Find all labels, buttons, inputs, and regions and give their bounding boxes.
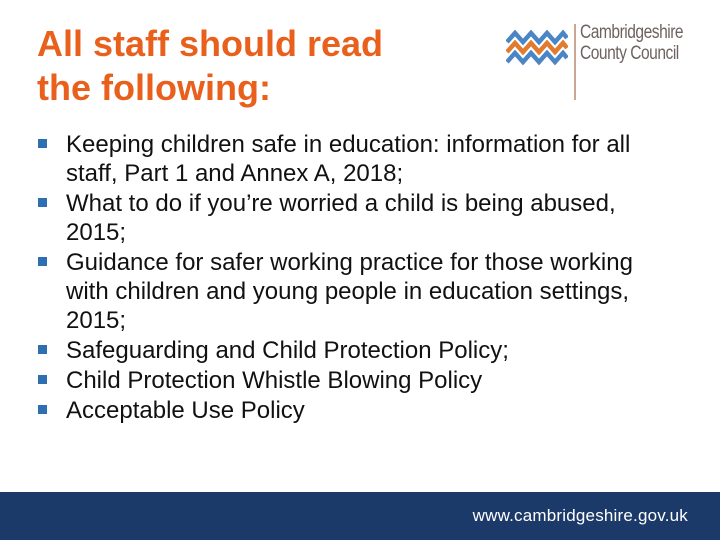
list-item-text: Acceptable Use Policy	[66, 397, 305, 424]
square-bullet-icon	[38, 198, 47, 207]
logo-line-2: County Council	[580, 43, 679, 64]
list-item	[38, 396, 678, 425]
list-item	[38, 189, 678, 247]
list-item	[38, 248, 678, 335]
square-bullet-icon	[38, 405, 47, 414]
logo-wordmark	[580, 22, 683, 64]
list-item	[38, 130, 678, 188]
list-item-text: Keeping children safe in education: information for all staff, Part 1 and Annex A, 2018;	[66, 131, 631, 187]
footer-bar	[0, 492, 720, 540]
square-bullet-icon	[38, 375, 47, 384]
list-item-text: Safeguarding and Child Protection Policy;	[66, 337, 509, 364]
square-bullet-icon	[38, 139, 47, 148]
list-item	[38, 336, 678, 365]
list-item-text: Guidance for safer working practice for those working with children and young people in education settings, 2015;	[66, 249, 633, 334]
reading-list	[38, 130, 678, 426]
slide-title	[37, 22, 457, 110]
square-bullet-icon	[38, 345, 47, 354]
slide-title-line-2: the following:	[37, 67, 271, 108]
square-bullet-icon	[38, 257, 47, 266]
council-logo	[506, 20, 702, 100]
footer-url: www.cambridgeshire.gov.uk	[472, 506, 688, 525]
logo-line-1: Cambridgeshire	[580, 22, 684, 43]
logo-divider	[574, 24, 576, 100]
cambridgeshire-wave-logo-icon	[506, 28, 568, 68]
slide-title-line-1: All staff should read	[37, 23, 384, 64]
list-item	[38, 366, 678, 395]
list-item-text: What to do if you’re worried a child is being abused, 2015;	[66, 190, 616, 246]
list-item-text: Child Protection Whistle Blowing Policy	[66, 367, 483, 394]
